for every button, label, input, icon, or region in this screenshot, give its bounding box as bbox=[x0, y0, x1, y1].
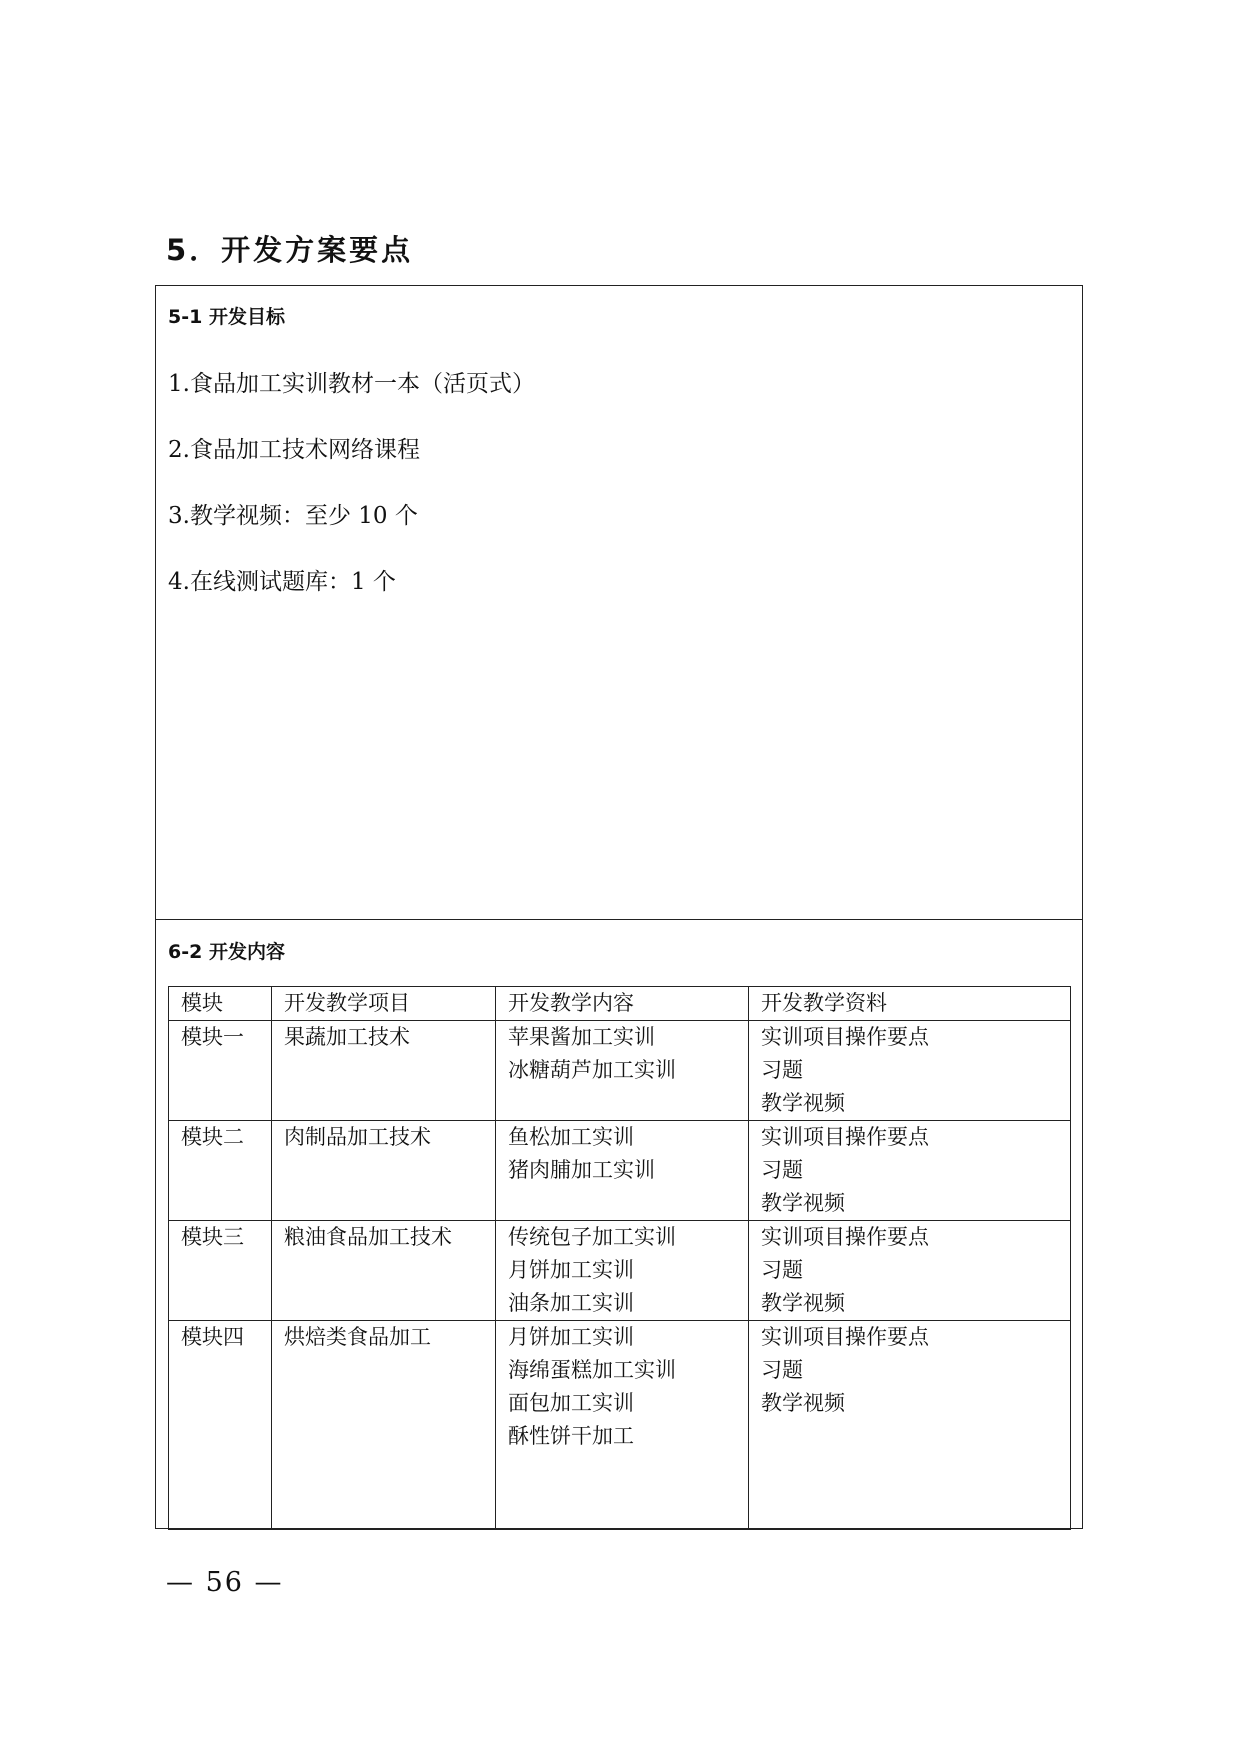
development-plan-box bbox=[155, 285, 1083, 1529]
content-line: 苹果酱加工实训 bbox=[508, 1025, 655, 1049]
content-line: 猪肉脯加工实训 bbox=[508, 1158, 655, 1182]
content-line: 传统包子加工实训 bbox=[508, 1225, 676, 1249]
content-line: 鱼松加工实训 bbox=[508, 1125, 634, 1149]
module-cell: 模块四 bbox=[169, 1321, 272, 1530]
header-module: 模块 bbox=[169, 987, 272, 1021]
header-content: 开发教学内容 bbox=[496, 987, 749, 1021]
content-cell bbox=[496, 1121, 749, 1221]
project-cell: 肉制品加工技术 bbox=[272, 1121, 496, 1221]
section-divider bbox=[156, 919, 1082, 920]
material-line: 习题 bbox=[761, 1158, 803, 1182]
material-line: 习题 bbox=[761, 1058, 803, 1082]
content-line: 月饼加工实训 bbox=[508, 1325, 634, 1349]
module-cell: 模块三 bbox=[169, 1221, 272, 1321]
table-row bbox=[169, 1021, 1071, 1121]
section-title: 5．开发方案要点 bbox=[166, 233, 414, 267]
materials-cell bbox=[749, 1221, 1071, 1321]
goals-heading: 5-1 开发目标 bbox=[168, 306, 285, 328]
content-cell bbox=[496, 1221, 749, 1321]
material-line: 习题 bbox=[761, 1258, 803, 1282]
table-row bbox=[169, 1121, 1071, 1221]
project-cell: 粮油食品加工技术 bbox=[272, 1221, 496, 1321]
goal-item: 2.食品加工技术网络课程 bbox=[168, 437, 420, 463]
material-line: 实训项目操作要点 bbox=[761, 1125, 929, 1149]
project-cell: 烘焙类食品加工 bbox=[272, 1321, 496, 1530]
table-row bbox=[169, 1221, 1071, 1321]
content-line: 海绵蛋糕加工实训 bbox=[508, 1358, 676, 1382]
content-heading: 6-2 开发内容 bbox=[168, 941, 285, 963]
table-header-row bbox=[169, 987, 1071, 1021]
material-line: 教学视频 bbox=[761, 1291, 845, 1315]
goal-item: 3.教学视频：至少 10 个 bbox=[168, 503, 418, 529]
material-line: 教学视频 bbox=[761, 1191, 845, 1215]
page-number: — 56 — bbox=[166, 1567, 284, 1598]
content-cell bbox=[496, 1021, 749, 1121]
material-line: 教学视频 bbox=[761, 1391, 845, 1415]
materials-cell bbox=[749, 1321, 1071, 1530]
project-cell: 果蔬加工技术 bbox=[272, 1021, 496, 1121]
goals-list bbox=[168, 368, 535, 632]
materials-cell bbox=[749, 1021, 1071, 1121]
material-line: 习题 bbox=[761, 1358, 803, 1382]
content-line: 酥性饼干加工 bbox=[508, 1424, 634, 1448]
materials-cell bbox=[749, 1121, 1071, 1221]
content-table bbox=[168, 986, 1071, 1530]
material-line: 实训项目操作要点 bbox=[761, 1225, 929, 1249]
goal-item: 4.在线测试题库：1 个 bbox=[168, 569, 396, 595]
material-line: 教学视频 bbox=[761, 1091, 845, 1115]
content-line: 月饼加工实训 bbox=[508, 1258, 634, 1282]
material-line: 实训项目操作要点 bbox=[761, 1025, 929, 1049]
header-project: 开发教学项目 bbox=[272, 987, 496, 1021]
content-cell bbox=[496, 1321, 749, 1530]
module-cell: 模块一 bbox=[169, 1021, 272, 1121]
content-line: 冰糖葫芦加工实训 bbox=[508, 1058, 676, 1082]
content-line: 面包加工实训 bbox=[508, 1391, 634, 1415]
goal-item: 1.食品加工实训教材一本（活页式） bbox=[168, 371, 535, 397]
module-cell: 模块二 bbox=[169, 1121, 272, 1221]
material-line: 实训项目操作要点 bbox=[761, 1325, 929, 1349]
table-row bbox=[169, 1321, 1071, 1530]
content-line: 油条加工实训 bbox=[508, 1291, 634, 1315]
header-materials: 开发教学资料 bbox=[749, 987, 1071, 1021]
